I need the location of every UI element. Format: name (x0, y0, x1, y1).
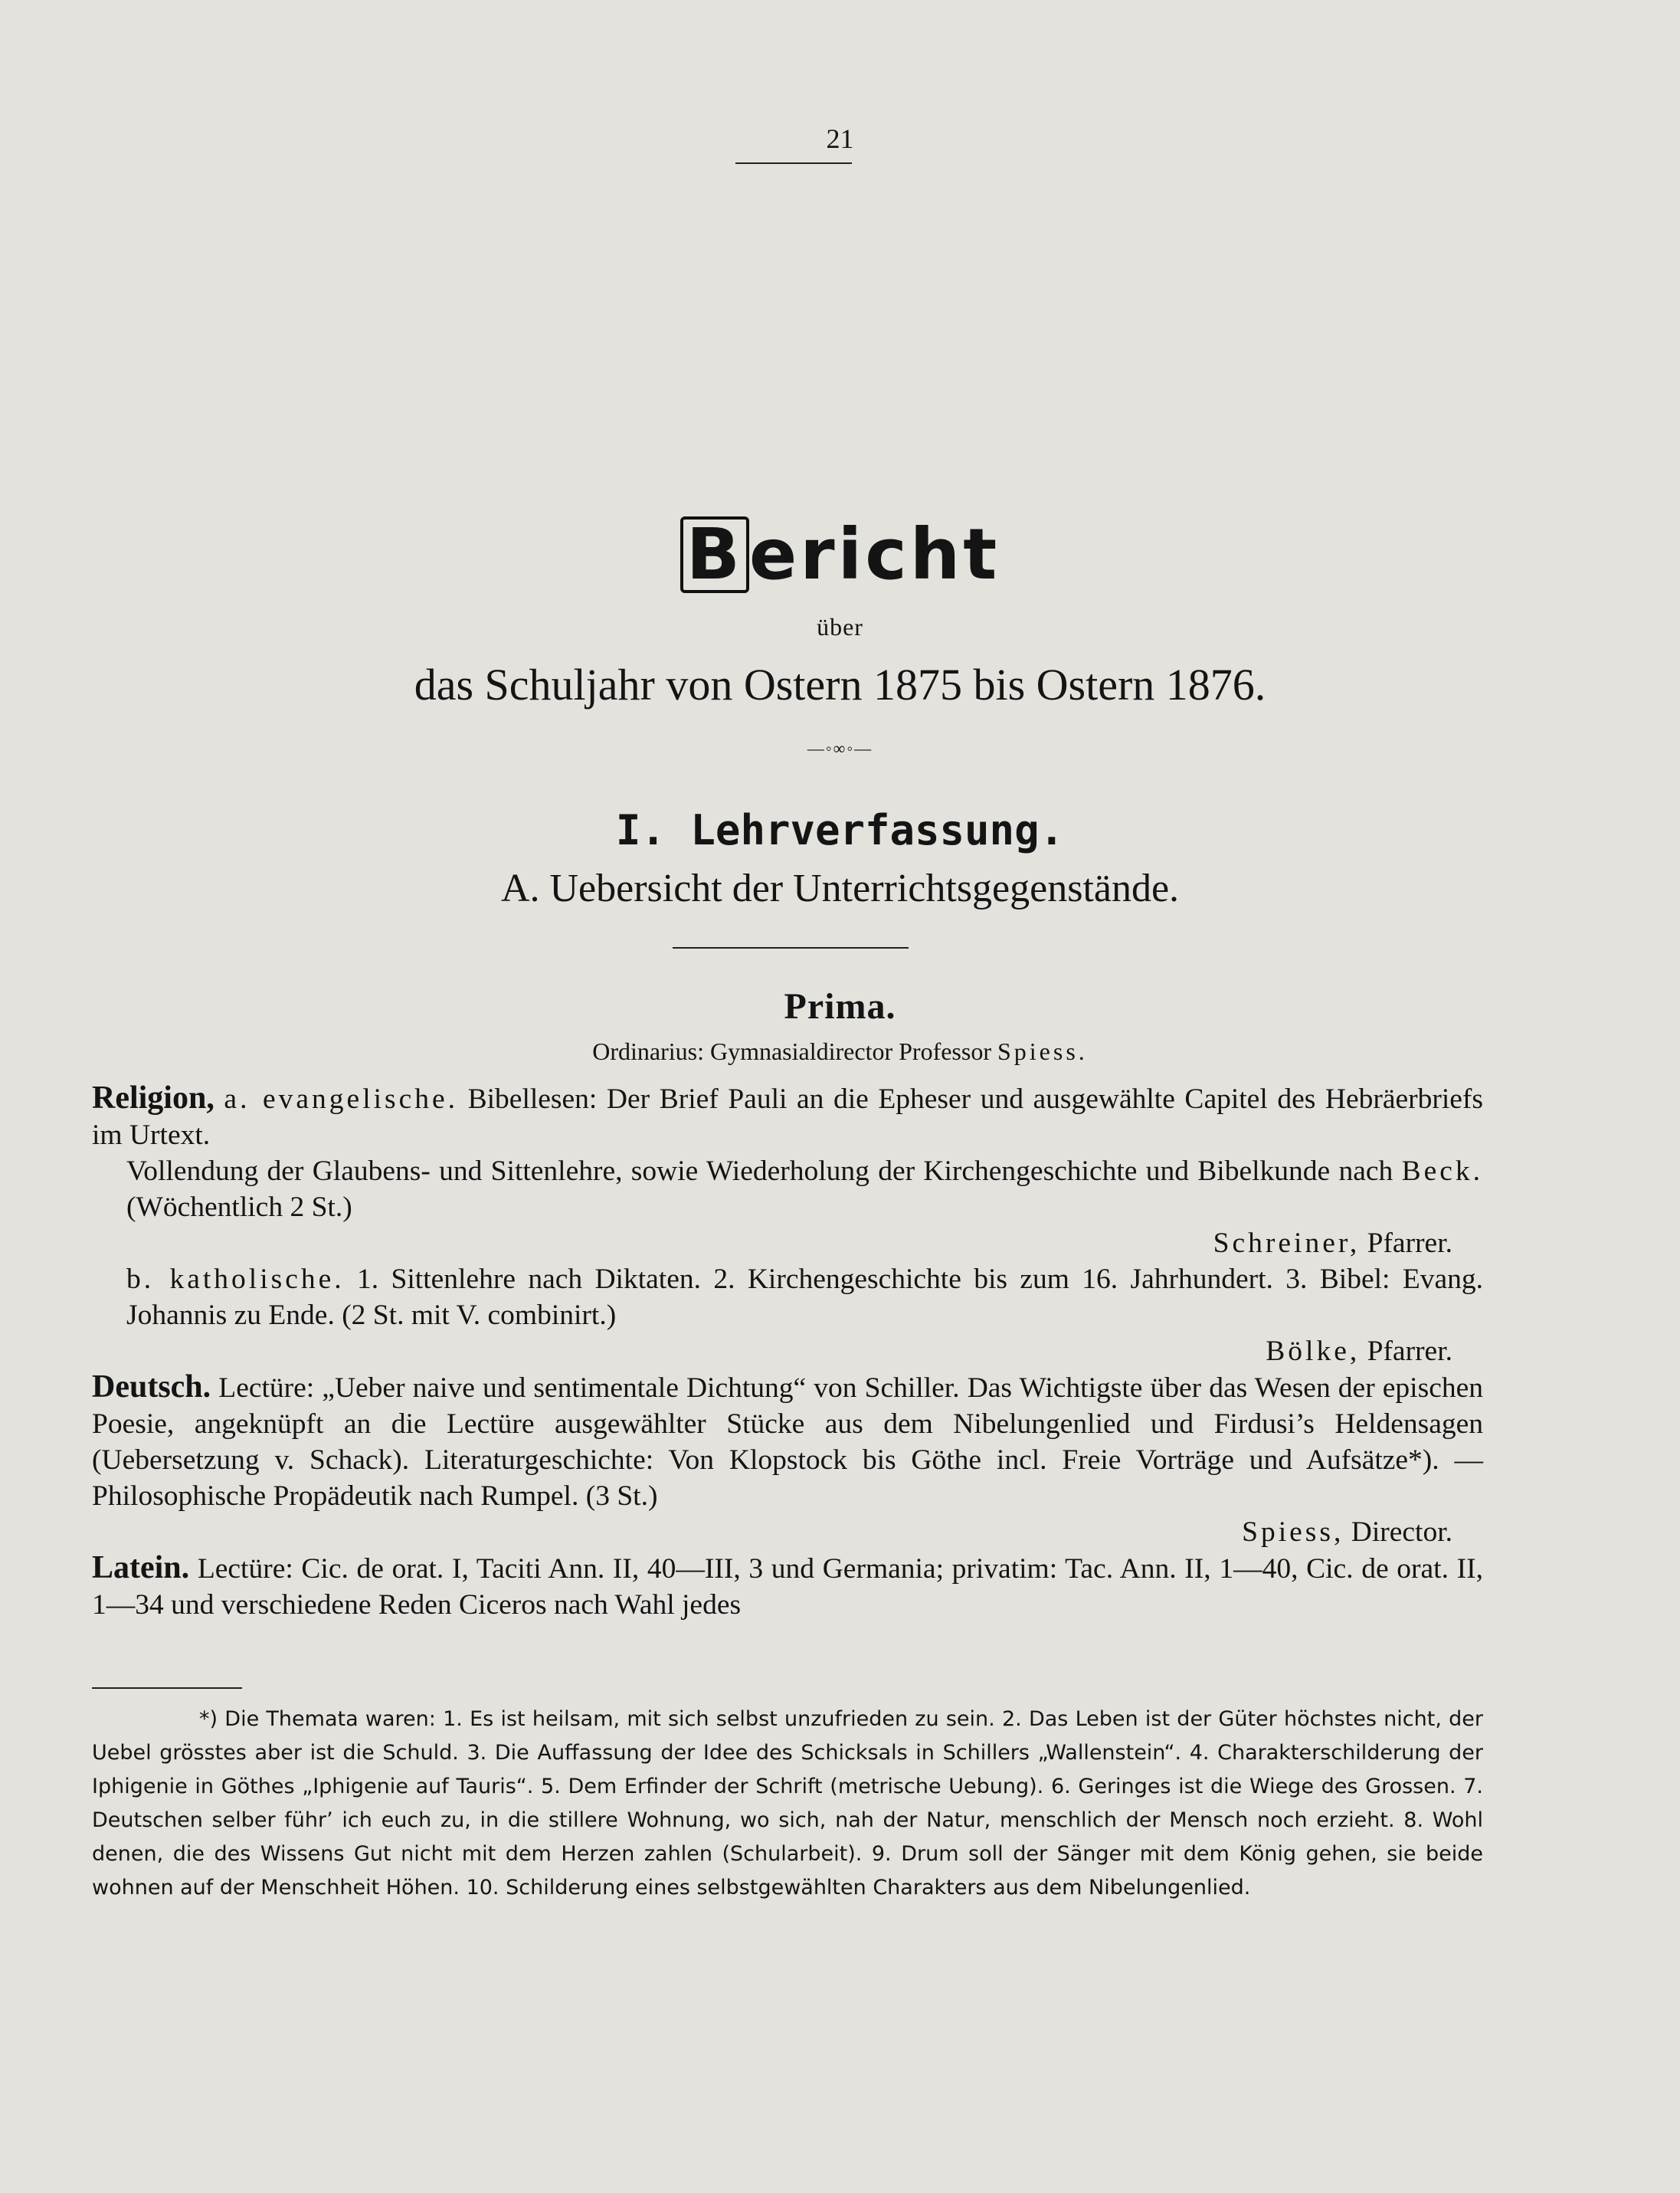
page-number: 21 (826, 123, 854, 154)
religion-paragraph (92, 1080, 1483, 1153)
religion-a-author: Beck. (1401, 1156, 1483, 1187)
religion-heading: Religion, (92, 1080, 215, 1116)
religion-b-text: 1. Sittenlehre nach Diktaten. 2. Kirchengeschichte bis zum 16. Jahrhundert. 3. Bibel: Evang. Johannis zu Ende. (2 St. mit V. combinirt.) (126, 1264, 1483, 1331)
teacher-role: Pfarrer. (1360, 1228, 1452, 1259)
ordinarius-line (0, 1037, 1680, 1066)
latein-heading: Latein. (92, 1550, 190, 1585)
ornament-divider: —◦∞◦— (807, 739, 873, 758)
religion-a-teacher (92, 1225, 1483, 1261)
deutsch-text: Lectüre: „Ueber naive und sentimentale Dichtung“ von Schiller. Das Wichtigste über das Wesen der epischen Poesie, angeknüpft an die Lectüre ausgewählter Stücke aus dem Nibelungenlied und Firdusi’s Heldensagen (Uebersetzung v. Schack). Literaturgeschichte: Von Klopstock bis Göthe incl. Freie Vorträge und Aufsätze*). — Philosophische Propädeutik nach Rumpel. (3 St.) (92, 1372, 1483, 1512)
religion-b-teacher (92, 1333, 1483, 1369)
class-title: Prima. (784, 986, 896, 1027)
ordinarius-label: Ordinarius: Gymnasialdirector Professor (592, 1037, 997, 1065)
teacher-role: Director. (1344, 1516, 1452, 1548)
religion-a-text-2: Vollendung der Glaubens- und Sittenlehre, sowie Wiederholung der Kirchengeschichte und Bibelkunde nach (126, 1156, 1402, 1187)
title-initial: B (680, 516, 749, 593)
curriculum-body (92, 1080, 1483, 1623)
religion-b-label: b. katholische. (126, 1264, 345, 1295)
page-number-rule (735, 162, 852, 164)
religion-a-paragraph-2 (92, 1153, 1483, 1225)
subsection-heading: A. Uebersicht der Unterrichtsgegenstände. (500, 867, 1180, 910)
teacher-role: Pfarrer. (1360, 1336, 1452, 1367)
latein-paragraph (92, 1550, 1483, 1623)
religion-a-text: Bibellesen: Der Brief Pauli an die Epheser und ausgewählte Capitel des Hebräerbriefs im Urtext. (92, 1083, 1483, 1151)
title-rest: ericht (748, 513, 1000, 595)
teacher-name: Bölke, (1266, 1336, 1361, 1367)
footnote-rule (92, 1687, 242, 1689)
religion-b-paragraph (92, 1261, 1483, 1333)
deutsch-paragraph (92, 1369, 1483, 1514)
ordinarius-name: Spiess. (997, 1037, 1088, 1065)
latein-text: Lectüre: Cic. de orat. I, Taciti Ann. II, 40—III, 3 und Germania; privatim: Tac. Ann. II, 1—40, Cic. de orat. II, 1—34 und verschiedene Reden Ciceros nach Wahl jedes (92, 1553, 1483, 1621)
section-rule (673, 947, 909, 949)
report-title (0, 513, 1680, 595)
report-subtitle: das Schuljahr von Ostern 1875 bis Ostern 1876. (414, 660, 1266, 710)
title-connector: über (817, 613, 863, 641)
deutsch-teacher (92, 1514, 1483, 1550)
religion-a-label: a. evangelische. (224, 1083, 459, 1115)
section-heading: I. Lehrverfassung. (615, 806, 1065, 854)
religion-a-hours: (Wöchentlich 2 St.) (126, 1192, 352, 1223)
footnote: *) Die Themata waren: 1. Es ist heilsam, mit sich selbst unzufrieden zu sein. 2. Das Leben ist der Güter höchstes nicht, der Uebel grösstes aber ist die Schuld. 3. Die Auffassung der Idee des Schicksals in Schillers „Wallenstein“. 4. Charakterschilderung der Iphigenie in Göthes „Iphigenie auf Tauris“. 5. Dem Erfinder der Schrift (metrische Uebung). 6. Geringes ist die Wiege des Grossen. 7. Deutschen selber führ’ ich euch zu, in die stillere Wohnung, wo sich, nah der Natur, menschlich der Mensch noch erzieht. 8. Wohl denen, die des Wissens Gut nicht mit dem Herzen zahlen (Schularbeit). 9. Drum soll der Sänger mit dem König gehen, sie beide wohnen auf der Menschheit Höhen. 10. Schilderung eines selbstgewählten Charakters aus dem Nibelungenlied. (92, 1707, 1483, 1900)
teacher-name: Spiess, (1242, 1516, 1344, 1548)
teacher-name: Schreiner, (1213, 1228, 1361, 1259)
deutsch-heading: Deutsch. (92, 1369, 211, 1405)
